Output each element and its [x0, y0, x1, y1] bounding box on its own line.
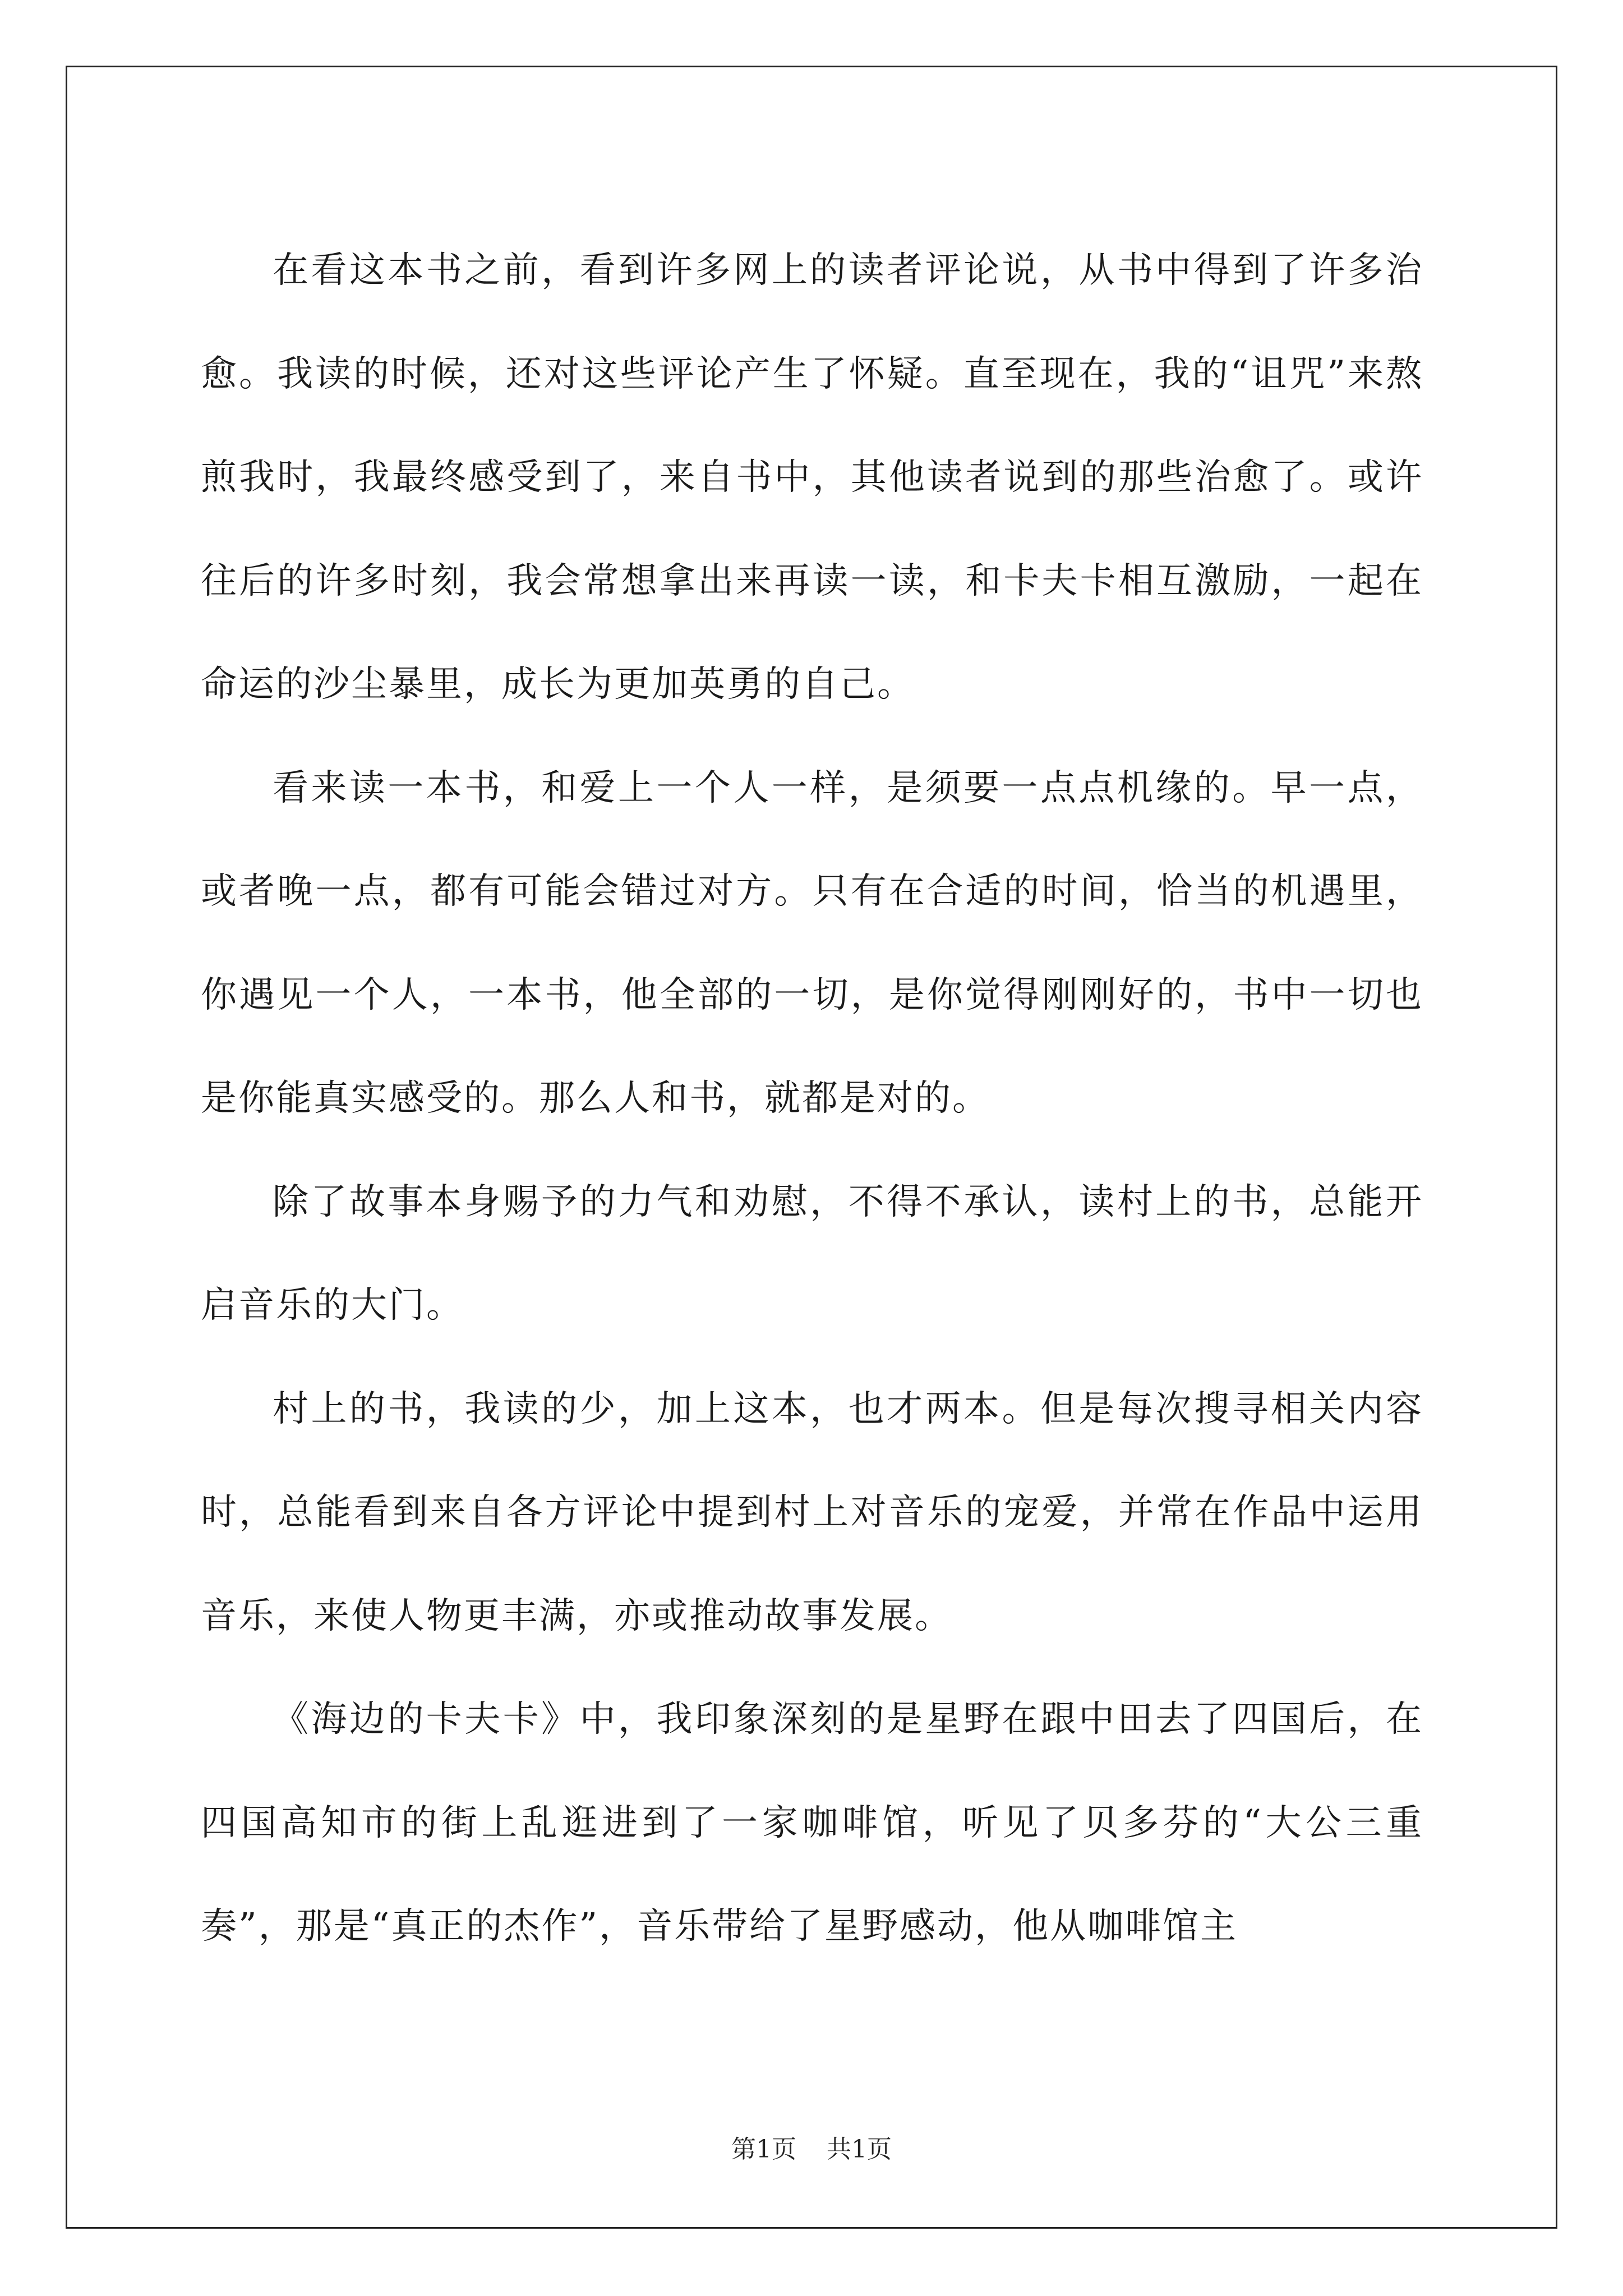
- page-footer: [0, 2133, 1623, 2166]
- paragraph-2: 看来读一本书，和爱上一个人一样，是须要一点点机缘的。早一点，或者晚一点，都有可能会错过对方。只有在合适的时间，恰当的机遇里，你遇见一个人，一本书，他全部的一切，是你觉得刚刚好的，书中一切也是你能真实感受的。那么人和书，就都是对的。: [201, 767, 1423, 1119]
- paragraph-5: 《海边的卡夫卡》中，我印象深刻的是星野在跟中田去了四国后，在四国高知市的街上乱逛进到了一家咖啡馆，听见了贝多芬的“大公三重奏”，那是“真正的杰作”，音乐带给了星野感动，他从咖啡馆主: [201, 1699, 1423, 1947]
- paragraph-1: 在看这本书之前，看到许多网上的读者评论说，从书中得到了许多治愈。我读的时候，还对这些评论产生了怀疑。直至现在，我的“诅咒”来熬煎我时，我最终感受到了，来自书中，其他读者说到的那些治愈了。或许往后的许多时刻，我会常想拿出来再读一读，和卡夫卡相互激励，一起在命运的沙尘暴里，成长为更加英勇的自己。: [201, 250, 1423, 705]
- document-body: [201, 219, 1423, 1978]
- paragraph-3: 除了故事本身赐予的力气和劝慰，不得不承认，读村上的书，总能开启音乐的大门。: [201, 1181, 1423, 1326]
- page-number: 第1页: [731, 2135, 796, 2164]
- page-total: 共1页: [827, 2135, 892, 2164]
- paragraph-4: 村上的书，我读的少，加上这本，也才两本。但是每次搜寻相关内容时，总能看到来自各方评论中提到村上对音乐的宠爱，并常在作品中运用音乐，来使人物更丰满，亦或推动故事发展。: [201, 1388, 1423, 1637]
